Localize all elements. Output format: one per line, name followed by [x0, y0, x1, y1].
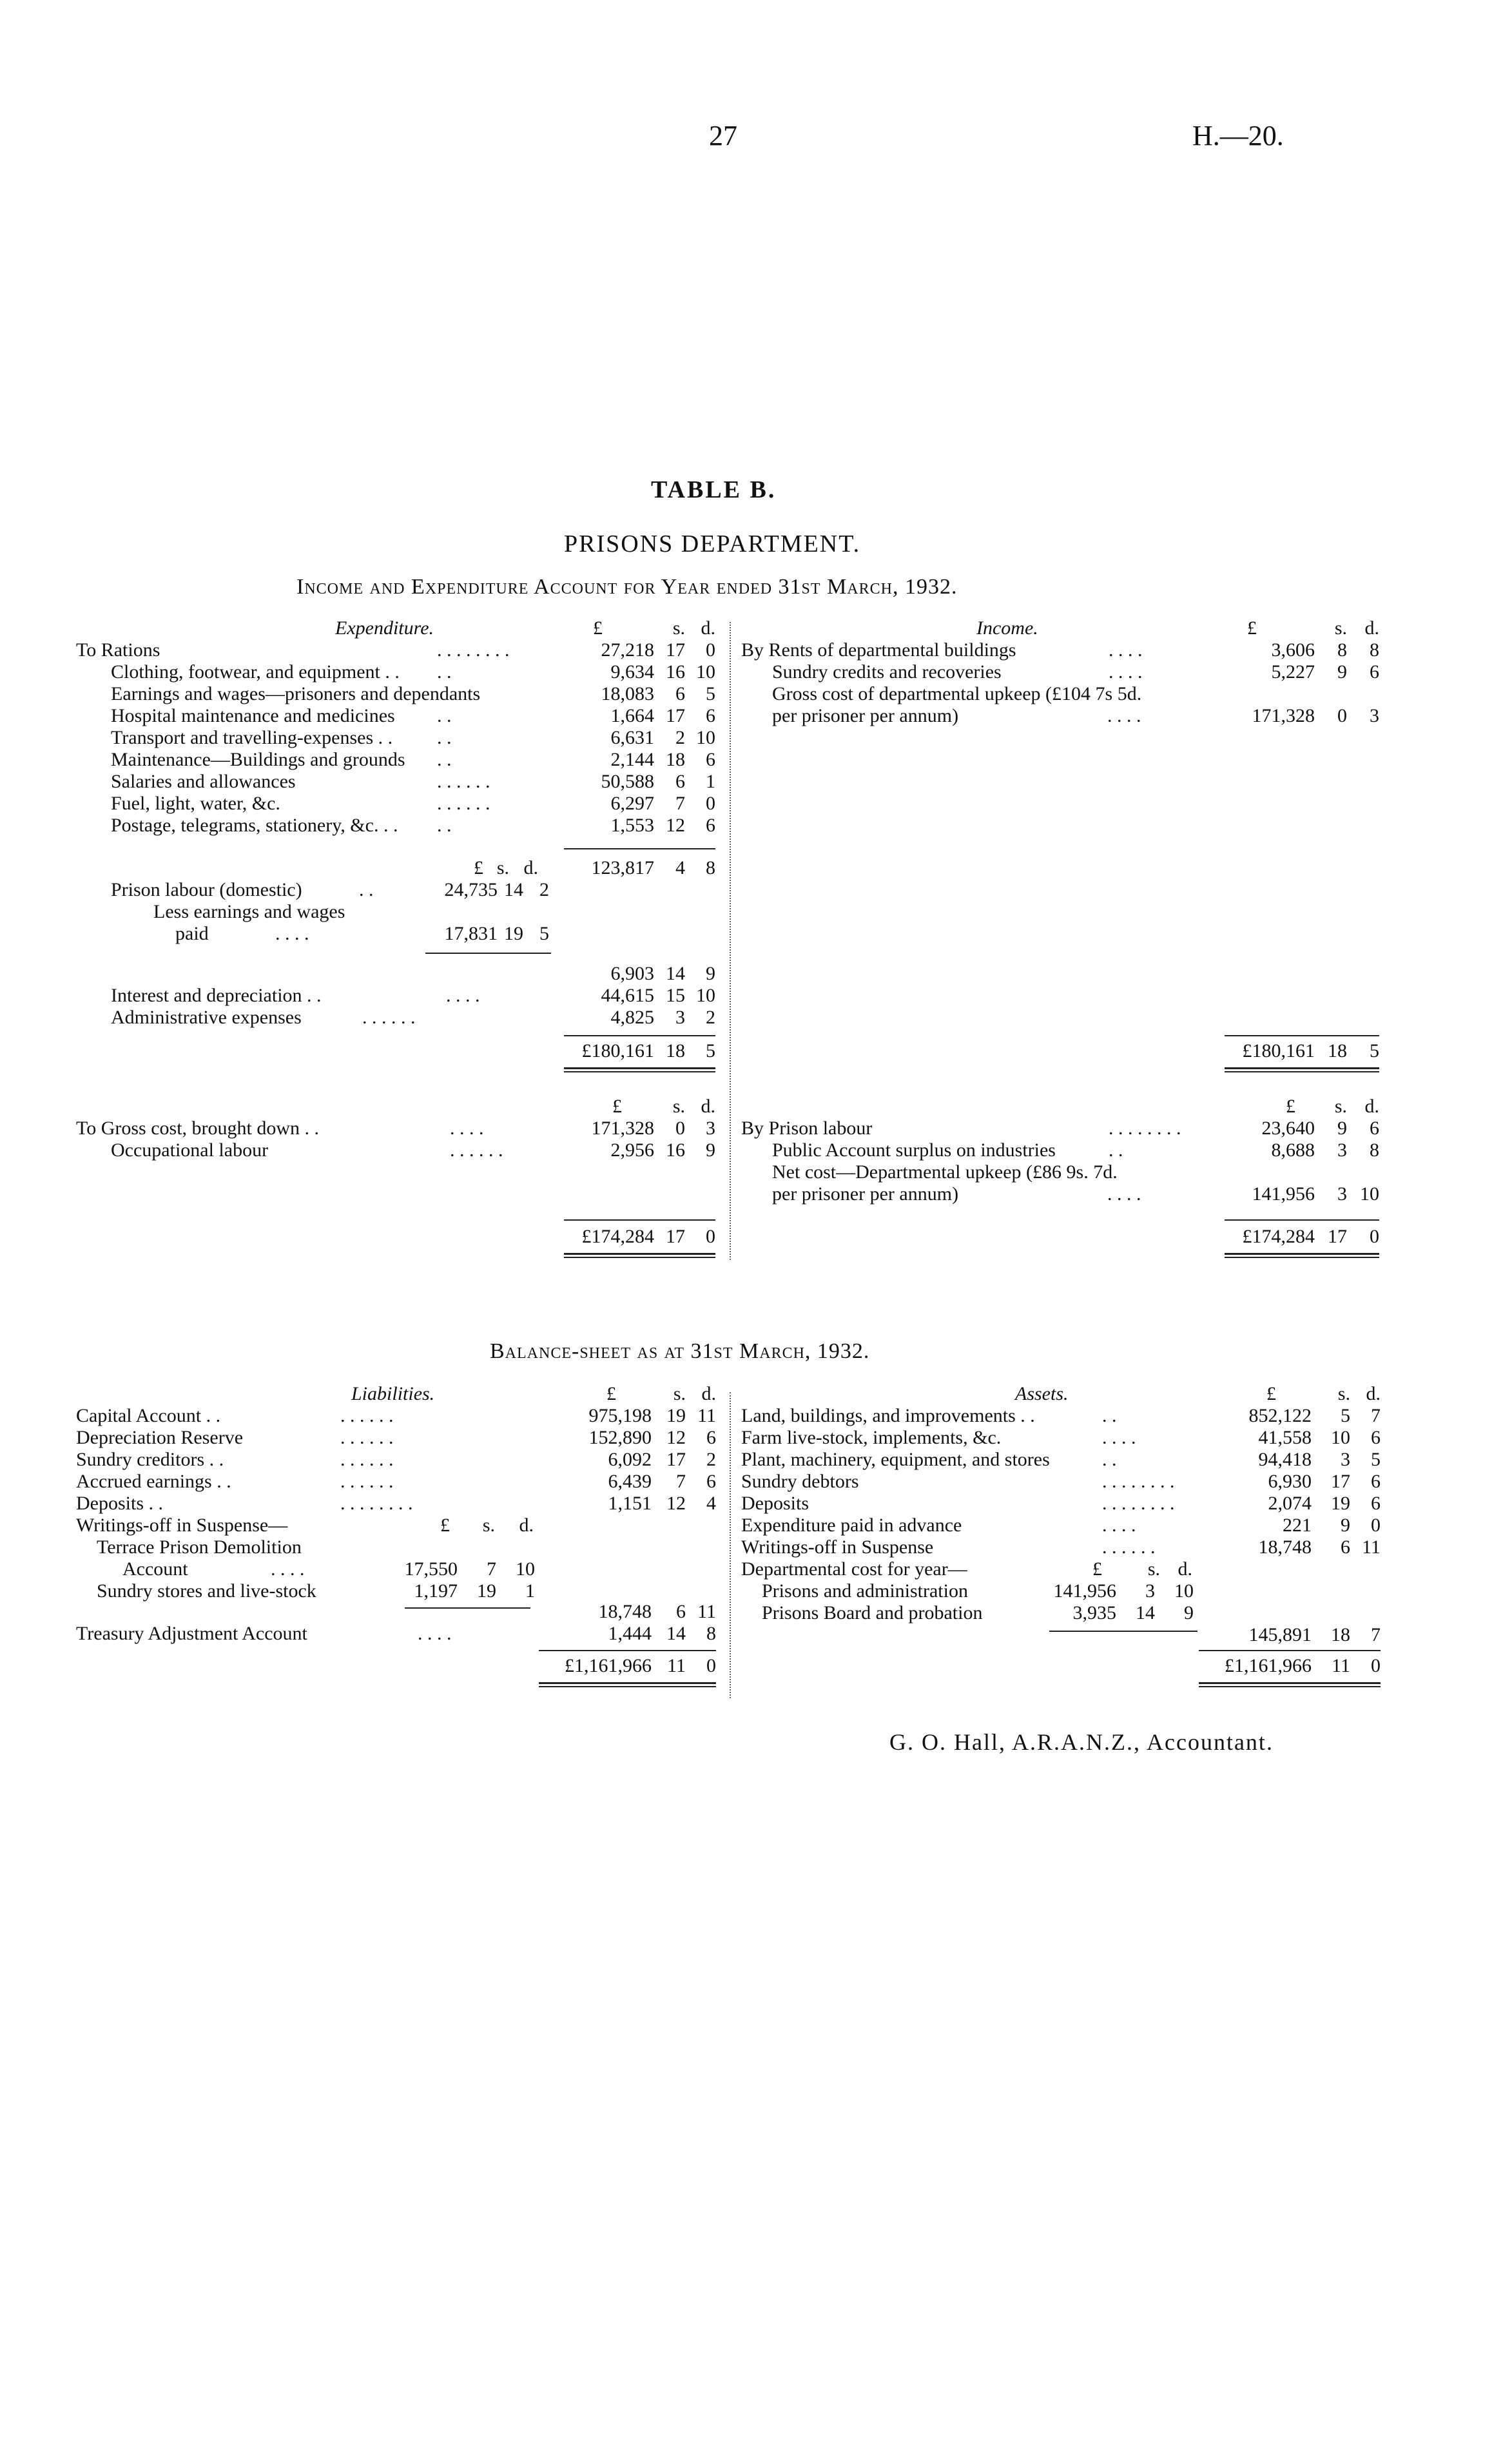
terrace-line1: Terrace Prison Demolition — [97, 1536, 302, 1558]
liability-row: Accrued earnings . . . . . . . . 6,439 7 6 — [76, 1471, 716, 1492]
expenditure-row: Fuel, light, water, &c. . . . . . . 6,297 7 0 — [111, 793, 715, 814]
inc2-total-row: £174,284 17 0 — [1242, 1226, 1379, 1247]
double-rule — [539, 1686, 716, 1687]
income-heading: Income. — [976, 617, 1038, 639]
double-rule — [539, 1682, 716, 1684]
income-row: By Rents of departmental buildings . . . . 3,606 8 8 — [741, 639, 1379, 661]
less-earnings-row: paid . . . . 17,831 19 5 — [175, 923, 549, 944]
column-divider — [730, 1392, 731, 1698]
expenditure-row: Transport and travelling-expenses . . . . 6,631 2 10 — [111, 727, 715, 748]
column-headers: £ s. d. — [593, 617, 715, 639]
asset-row: Expenditure paid in advance . . . . 221 9 0 — [741, 1515, 1381, 1536]
expenditure-row: Earnings and wages—prisoners and dependants 18,083 6 5 — [111, 683, 715, 704]
total-rule — [564, 1035, 715, 1036]
prisons-admin-row: Prisons and administration 141,956 3 10 — [762, 1580, 1194, 1602]
dept-cost-rule — [1049, 1631, 1197, 1632]
double-rule — [1199, 1682, 1381, 1684]
writings-off-row: Writings-off in Suspense— £ s. d. — [76, 1515, 534, 1536]
exp-total-row: £180,161 18 5 — [581, 1040, 715, 1061]
sundry-stores-row: Sundry stores and live-stock 1,197 19 1 — [97, 1580, 535, 1602]
asset-row: Sundry debtors . . . . . . . . 6,930 17 6 — [741, 1471, 1381, 1492]
less-earnings-line1: Less earnings and wages — [153, 901, 345, 922]
double-rule — [1225, 1253, 1379, 1255]
expenditure-heading: Expenditure. — [335, 617, 434, 639]
asset-row: Plant, machinery, equipment, and stores . . 94,418 3 5 — [741, 1449, 1381, 1470]
asset-row: Land, buildings, and improvements . . . . 852,122 5 7 — [741, 1405, 1381, 1426]
expenditure-row: Clothing, footwear, and equipment . . . . 9,634 16 10 — [111, 661, 715, 683]
balance-caption: Balance-sheet as at 31st March, 1932. — [490, 1339, 870, 1363]
double-rule — [564, 1071, 715, 1072]
liabilities-heading: Liabilities. — [351, 1383, 435, 1404]
department-title: PRISONS DEPARTMENT. — [564, 530, 861, 557]
expenditure-row: To Rations . . . . . . . . 27,218 17 0 — [76, 639, 715, 661]
expenditure-row: Occupational labour . . . . . . 2,956 16 9 — [111, 1139, 715, 1161]
column-divider — [730, 622, 731, 1260]
accountant-signature: G. O. Hall, A.R.A.N.Z., Accountant. — [889, 1729, 1274, 1755]
double-rule — [1225, 1071, 1379, 1072]
column-headers: £ s. d. — [1266, 1383, 1381, 1404]
admin-row: Administrative expenses . . . . . . 4,825 3 2 — [111, 1007, 715, 1028]
double-rule — [1199, 1686, 1381, 1687]
gross-cost-row: per prisoner per annum) . . . . 171,328 0 3 — [772, 705, 1379, 726]
asset-row: Deposits . . . . . . . . 2,074 19 6 — [741, 1493, 1381, 1514]
total-rule — [564, 1219, 715, 1221]
assets-heading: Assets. — [1015, 1383, 1069, 1404]
net-labour-row: 6,903 14 9 — [610, 963, 715, 984]
income-row: By Prison labour . . . . . . . . 23,640 9 6 — [741, 1118, 1379, 1139]
double-rule — [1225, 1067, 1379, 1069]
double-rule — [1225, 1257, 1379, 1258]
writings-off-rule — [405, 1607, 530, 1609]
subtotal-headers: £ s. d. — [474, 857, 538, 878]
income-row: Sundry credits and recoveries . . . . 5,227 9 6 — [772, 661, 1379, 683]
column-headers: £ s. d. — [1286, 1096, 1379, 1117]
interest-row: Interest and depreciation . . . . . . 44,615 15 10 — [111, 985, 715, 1006]
dept-total-row: 145,891 18 7 — [1248, 1624, 1381, 1645]
table-title: TABLE B. — [651, 476, 777, 503]
prison-labour-row: Prison labour (domestic) . . 24,735 14 2 — [111, 879, 549, 900]
column-headers: £ s. d. — [612, 1096, 715, 1117]
total-rule — [539, 1650, 716, 1651]
expenditure-row: To Gross cost, brought down . . . . . . 171,328 0 3 — [76, 1118, 715, 1139]
net-cost-row: per prisoner per annum) . . . . 141,956 3 10 — [772, 1183, 1379, 1205]
dept-cost-row: Departmental cost for year— £ s. d. — [741, 1558, 1192, 1580]
exp2-total-row: £174,284 17 0 — [581, 1226, 715, 1247]
wo-total-row: 18,748 6 11 — [598, 1601, 716, 1622]
liab-total-row: £1,161,966 11 0 — [565, 1655, 716, 1676]
account-caption: Income and Expenditure Account for Year ended 31st March, 1932. — [296, 575, 958, 599]
liability-row: Depreciation Reserve . . . . . . 152,890 12 6 — [76, 1427, 716, 1448]
page-number: 27 — [709, 120, 737, 151]
total-rule — [1199, 1650, 1381, 1651]
liability-row: Capital Account . . . . . . . . 975,198 19 11 — [76, 1405, 716, 1426]
double-rule — [564, 1067, 715, 1069]
asset-row: Farm live-stock, implements, &c. . . . . 41,558 10 6 — [741, 1427, 1381, 1448]
liability-row: Sundry creditors . . . . . . . . 6,092 17 2 — [76, 1449, 716, 1470]
subtotal-rule — [564, 848, 715, 849]
column-headers: £ s. d. — [606, 1383, 716, 1404]
total-rule — [1225, 1219, 1379, 1221]
asset-row: Writings-off in Suspense . . . . . . 18,748 6 11 — [741, 1536, 1381, 1558]
assets-total-row: £1,161,966 11 0 — [1225, 1655, 1381, 1676]
treasury-row: Treasury Adjustment Account . . . . 1,444 14 8 — [76, 1623, 716, 1644]
income-row: Public Account surplus on industries . . 8,688 3 8 — [772, 1139, 1379, 1161]
double-rule — [564, 1257, 715, 1258]
net-cost-line1: Net cost—Departmental upkeep (£86 9s. 7d. — [772, 1161, 1118, 1183]
gross-cost-line1: Gross cost of departmental upkeep (£104 7s 5d. — [772, 683, 1142, 704]
column-headers: £ s. d. — [1247, 617, 1379, 639]
terrace-row: Account . . . . 17,550 7 10 — [122, 1558, 535, 1580]
labour-rule — [425, 953, 551, 954]
expenditure-row: Hospital maintenance and medicines . . 1,664 17 6 — [111, 705, 715, 726]
total-rule — [1225, 1035, 1379, 1036]
double-rule — [564, 1253, 715, 1255]
report-code: H.—20. — [1192, 120, 1284, 151]
expenditure-row: Salaries and allowances . . . . . . 50,588 6 1 — [111, 771, 715, 792]
expenditure-row: Postage, telegrams, stationery, &c. . . . . 1,553 12 6 — [111, 815, 715, 836]
subtotal-row: 123,817 4 8 — [591, 857, 715, 878]
prisons-board-row: Prisons Board and probation 3,935 14 9 — [762, 1602, 1194, 1623]
expenditure-row: Maintenance—Buildings and grounds . . 2,144 18 6 — [111, 749, 715, 770]
inc-total-row: £180,161 18 5 — [1242, 1040, 1379, 1061]
liability-row: Deposits . . . . . . . . . . 1,151 12 4 — [76, 1493, 716, 1514]
